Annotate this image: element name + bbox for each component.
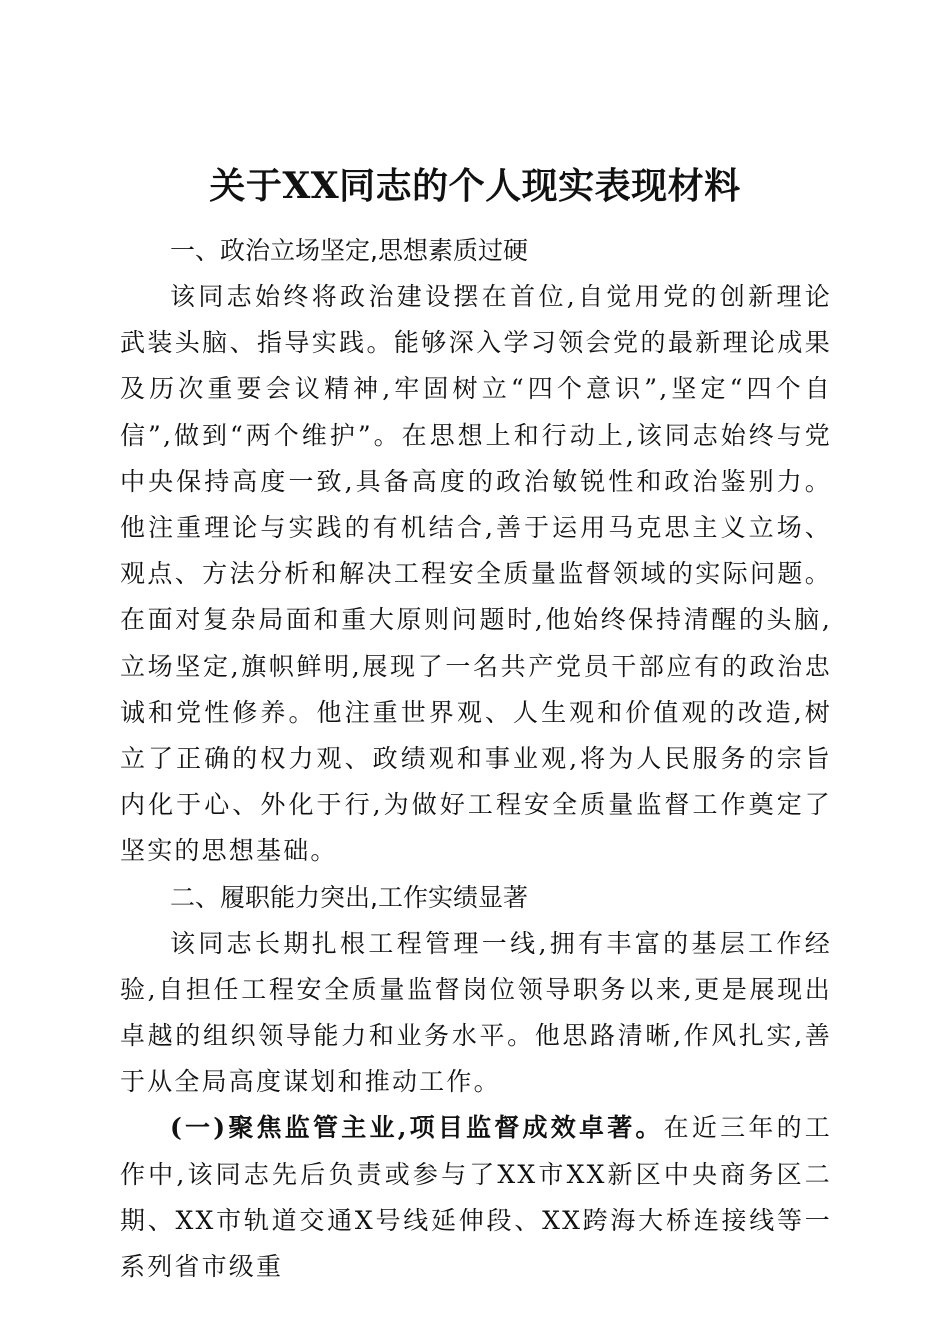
section-heading-2: 二、履职能力突出,工作实绩显著 xyxy=(170,882,528,912)
document-body xyxy=(120,228,832,1290)
section-2-subitem-paragraph xyxy=(120,1105,832,1290)
section-1-paragraph: 该同志始终将政治建设摆在首位,自觉用党的创新理论武装头脑、指导实践。能够深入学习领会党的最新理论成果及历次重要会议精神,牢固树立“四个意识”,坚定“四个自信”,做到“两个维护”。在思想上和行动上,该同志始终与党中央保持高度一致,具备高度的政治敏锐性和政治鉴别力。他注重理论与实践的有机结合,善于运用马克思主义立场、观点、方法分析和解决工程安全质量监督领域的实际问题。在面对复杂局面和重大原则问题时,他始终保持清醒的头脑,立场坚定,旗帜鲜明,展现了一名共产党员干部应有的政治忠诚和党性修养。他注重世界观、人生观和价值观的改造,树立了正确的权力观、政绩观和事业观,将为人民服务的宗旨内化于心、外化于行,为做好工程安全质量监督工作奠定了坚实的思想基础。 xyxy=(120,282,832,866)
section-heading-1: 一、政治立场坚定,思想素质过硬 xyxy=(170,236,528,265)
subitem-lead: (一)聚焦监管主业,项目监督成效卓著。 xyxy=(170,1113,664,1143)
document-title: 关于XX同志的个人现实表现材料 xyxy=(209,165,741,208)
subitem-text: 在近三年的工作中,该同志先后负责或参与了XX市XX新区中央商务区二期、XX市轨道交通X号线延伸段、XX跨海大桥连接线等一系列省市级重 xyxy=(120,1113,833,1282)
section-2-paragraph: 该同志长期扎根工程管理一线,拥有丰富的基层工作经验,自担任工程安全质量监督岗位领导职务以来,更是展现出卓越的组织领导能力和业务水平。他思路清晰,作风扎实,善于从全局高度谋划和推动工作。 xyxy=(120,928,832,1097)
